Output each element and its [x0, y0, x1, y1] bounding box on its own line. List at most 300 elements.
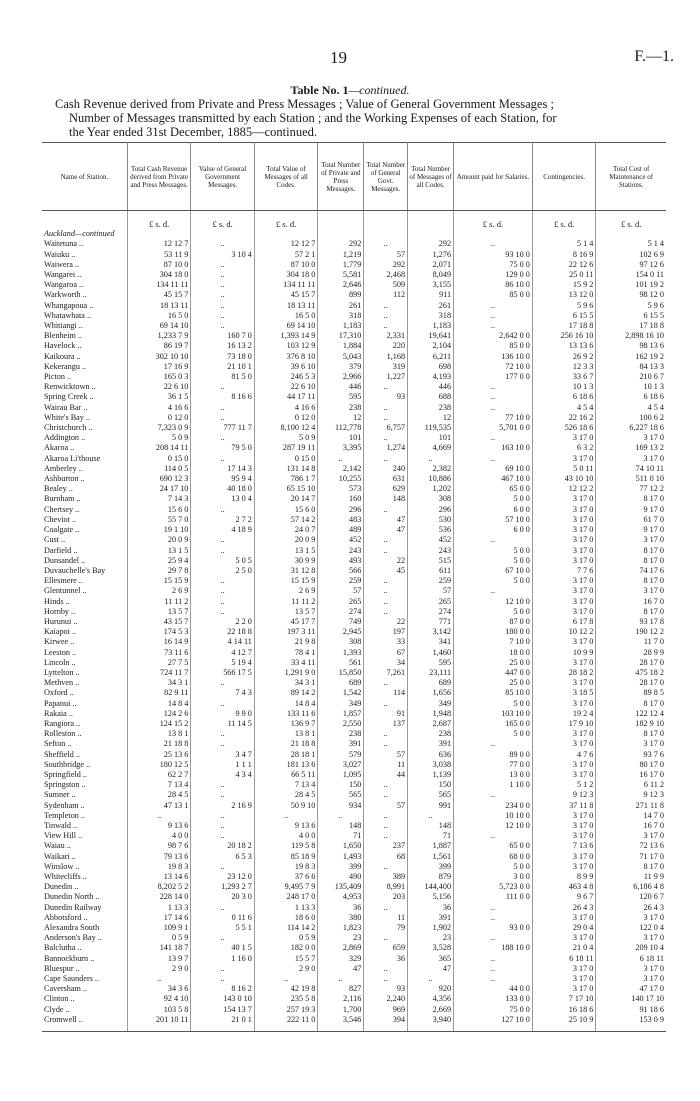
value-cell: [454, 229, 533, 239]
station-name-cell: White's Bay ..: [42, 413, 127, 423]
value-cell: 4 7 6: [532, 750, 595, 760]
value-cell: 689: [408, 678, 454, 688]
value-cell: 318: [318, 311, 364, 321]
value-cell: 4,669: [408, 443, 454, 453]
value-cell: 14 7 0: [643, 810, 664, 820]
station-name-cell: Winslow ..: [42, 862, 127, 872]
value-cell: 1,884: [318, 341, 364, 351]
value-cell: 97 12 6: [639, 259, 664, 269]
value-cell: 15 5 7: [254, 954, 317, 964]
value-cell: 18 13 11: [254, 301, 317, 311]
table-row: [42, 841, 666, 851]
value-cell: 67: [364, 648, 408, 658]
station-name-cell: Abbotsford ..: [42, 913, 127, 923]
value-cell: 47: [408, 964, 454, 974]
table-row: [42, 658, 666, 668]
station-name-cell: Dunsandel ..: [42, 556, 127, 566]
value-cell: 44 17 11: [254, 392, 317, 402]
value-cell: [191, 229, 254, 239]
value-cell: 12 10 0: [454, 821, 533, 831]
value-cell: 259: [408, 576, 454, 586]
value-cell: 103 5 8: [127, 1005, 190, 1015]
value-cell: 3 17 0: [643, 912, 664, 922]
value-cell: 19 8 3: [127, 862, 190, 872]
table-row: [42, 403, 666, 413]
value-cell: 22: [364, 617, 408, 627]
value-cell: [254, 229, 317, 239]
value-cell: ..: [454, 392, 533, 402]
value-cell: 304 18 0: [127, 270, 190, 280]
value-cell: 2,898 16 10: [625, 331, 664, 341]
value-cell: 27 7 5: [127, 658, 190, 668]
value-cell: 566 17 5: [191, 668, 254, 678]
value-cell: 22 12 6: [532, 260, 595, 270]
value-cell: 33: [364, 637, 408, 647]
station-name-cell: Springfield ..: [42, 770, 127, 780]
value-cell: 7,323 0 9: [127, 423, 190, 433]
value-cell: 2 6 9: [127, 586, 190, 596]
value-cell: 165 0 3: [127, 372, 190, 382]
value-cell: 573: [318, 484, 364, 494]
table-row: [42, 546, 666, 556]
value-cell: 11 7 0: [643, 637, 664, 647]
station-name-cell: Templeton ..: [42, 811, 127, 821]
value-cell: 169 13 2: [635, 443, 664, 453]
value-cell: 136 10 0: [454, 352, 533, 362]
value-cell: 160: [318, 494, 364, 504]
value-cell: 93 7 6: [643, 749, 664, 759]
value-cell: ..: [408, 974, 454, 984]
value-cell: 3,027: [318, 760, 364, 770]
value-cell: 5 1 4: [532, 239, 595, 249]
header-cell: Amount paid for Salaries.: [454, 143, 533, 211]
value-cell: ..: [191, 290, 254, 300]
value-cell: 0 5 9: [127, 933, 190, 943]
value-cell: 12 12 7: [127, 239, 190, 249]
value-cell: 446: [408, 382, 454, 392]
value-cell: 10,886: [408, 474, 454, 484]
value-cell: 4 3 4: [191, 770, 254, 780]
table-row: [42, 882, 666, 892]
value-cell: 271 11 8: [635, 800, 664, 810]
value-cell: 969: [364, 1005, 408, 1015]
value-cell: 8 17 0: [643, 698, 664, 708]
value-cell: ..: [454, 321, 533, 331]
caption-line-2: Number of Messages transmitted by each Station ; and the Working Expenses of each Station, for: [69, 111, 557, 125]
value-cell: 68 0 0: [454, 852, 533, 862]
value-cell: ..: [408, 811, 454, 821]
value-cell: 1,857: [318, 709, 364, 719]
table-row: [42, 484, 666, 494]
value-cell: 65 0 0: [454, 841, 533, 851]
value-cell: 47: [318, 964, 364, 974]
value-cell: 22 18 8: [191, 627, 254, 637]
value-cell: ..: [191, 586, 254, 596]
value-cell: [596, 229, 666, 239]
value-cell: 79 13 6: [127, 852, 190, 862]
header-cell: Total Cost of Maintenance of Stations.: [596, 143, 666, 211]
value-cell: 13 1 5: [127, 546, 190, 556]
table-row: [42, 301, 666, 311]
value-cell: 12: [408, 413, 454, 423]
value-cell: 394: [364, 1015, 408, 1025]
value-cell: 26 4 3: [643, 902, 664, 912]
table-title-label: Table No. 1: [290, 83, 349, 97]
value-cell: 122 12 4: [635, 708, 664, 718]
value-cell: 23: [408, 933, 454, 943]
table-row: [42, 974, 666, 984]
value-cell: 57: [364, 250, 408, 260]
value-cell: 203: [364, 892, 408, 902]
table-row: [42, 566, 666, 576]
value-cell: 16 13 2: [191, 341, 254, 351]
value-cell: 3 17 0: [532, 546, 595, 556]
unit-cell: £ s. d.: [191, 211, 254, 230]
station-name-cell: Lincoln ..: [42, 658, 127, 668]
station-name-cell: Glentunnel ..: [42, 586, 127, 596]
value-cell: 0 11 6: [191, 913, 254, 923]
value-cell: 103 10 0: [454, 709, 533, 719]
value-cell: 28 18 1: [254, 750, 317, 760]
value-cell: 93: [364, 392, 408, 402]
value-cell: 3,038: [408, 760, 454, 770]
value-cell: 4 16 6: [127, 403, 190, 413]
station-name-cell: Sheffield ..: [42, 750, 127, 760]
value-cell: 5,581: [318, 270, 364, 280]
unit-cell: [364, 211, 408, 230]
value-cell: 827: [318, 984, 364, 994]
value-cell: 21 10 1: [191, 362, 254, 372]
value-cell: 5 9 6: [647, 300, 664, 310]
value-cell: 148: [408, 821, 454, 831]
value-cell: 28 9 9: [643, 647, 664, 657]
value-cell: 9 12 3: [643, 790, 664, 800]
value-cell: 23: [318, 933, 364, 943]
header-cell: Total Cash Revenue derived from Private and Press Messages.: [127, 143, 190, 211]
value-cell: 26 9 2: [532, 352, 595, 362]
station-name-cell: Cust ..: [42, 535, 127, 545]
value-cell: 160 7 0: [191, 331, 254, 341]
value-cell: 1,779: [318, 260, 364, 270]
header-cell: Value of General Government Messages.: [191, 143, 254, 211]
table-row: [42, 780, 666, 790]
value-cell: 3 17 0: [532, 974, 595, 984]
value-cell: 3 0 0: [454, 872, 533, 882]
value-cell: 2 2 0: [191, 617, 254, 627]
value-cell: 238: [408, 403, 454, 413]
value-cell: 201 10 11: [127, 1015, 190, 1025]
value-cell: 6 17 8: [532, 617, 595, 627]
value-cell: 3 17 0: [532, 699, 595, 709]
station-name-cell: Ashburton ..: [42, 474, 127, 484]
rule-cell: [254, 1025, 317, 1032]
value-cell: 180 12 5: [127, 760, 190, 770]
value-cell: 318: [408, 311, 454, 321]
value-cell: 5 9 6: [532, 301, 595, 311]
table-body: [42, 211, 666, 1032]
table-row: [42, 984, 666, 994]
value-cell: 71: [318, 831, 364, 841]
value-cell: 135,409: [318, 882, 364, 892]
value-cell: 57 10 0: [454, 515, 533, 525]
value-cell: 16 7 0: [643, 596, 664, 606]
value-cell: 177 0 0: [454, 372, 533, 382]
table-row: [42, 270, 666, 280]
value-cell: 899: [318, 290, 364, 300]
value-cell: 9 9 0: [191, 709, 254, 719]
value-cell: 2,468: [364, 270, 408, 280]
table-row: [42, 382, 666, 392]
value-cell: 6 15 5: [643, 310, 664, 320]
station-name-cell: Cheviot ..: [42, 515, 127, 525]
rule-cell: [127, 1025, 190, 1032]
value-cell: ..: [454, 933, 533, 943]
value-cell: 526 18 6: [532, 423, 595, 433]
value-cell: 15 6 0: [254, 505, 317, 515]
value-cell: 15 9 2: [532, 280, 595, 290]
value-cell: 1,219: [318, 250, 364, 260]
value-cell: 17 16 9: [127, 362, 190, 372]
unit-cell: £ s. d.: [454, 211, 533, 230]
value-cell: 103 12 9: [254, 341, 317, 351]
value-cell: ..: [191, 301, 254, 311]
value-cell: 5 0 0: [454, 546, 533, 556]
value-cell: 163 10 0: [454, 443, 533, 453]
table-row: [42, 872, 666, 882]
table-row: [42, 903, 666, 913]
value-cell: 28 17 0: [639, 678, 664, 688]
value-cell: ..: [191, 811, 254, 821]
value-cell: 493: [318, 556, 364, 566]
value-cell: 79: [364, 923, 408, 933]
value-cell: 595: [318, 392, 364, 402]
value-cell: 119,535: [408, 423, 454, 433]
station-name-cell: Whitecliffs ..: [42, 872, 127, 882]
value-cell: 228 14 0: [127, 892, 190, 902]
value-cell: 47: [364, 515, 408, 525]
station-name-cell: Dunedin Railway: [42, 903, 127, 913]
value-cell: ..: [364, 413, 408, 423]
station-name-cell: Rolleston ..: [42, 729, 127, 739]
value-cell: 16 5 0: [254, 311, 317, 321]
value-cell: 210 6 7: [639, 372, 664, 382]
value-cell: ..: [364, 382, 408, 392]
value-cell: 7 14 3: [127, 494, 190, 504]
value-cell: 87 10 0: [127, 260, 190, 270]
value-cell: 40 1 5: [191, 943, 254, 953]
value-cell: 489: [318, 525, 364, 535]
value-cell: 181 13 6: [254, 760, 317, 770]
value-cell: 3 17 0: [532, 729, 595, 739]
table-row: [42, 443, 666, 453]
value-cell: 749: [318, 617, 364, 627]
table-row: [42, 1005, 666, 1015]
value-cell: 89 0 0: [454, 750, 533, 760]
value-cell: ..: [364, 597, 408, 607]
units-row: [42, 211, 666, 230]
value-cell: 467 10 0: [454, 474, 533, 484]
value-cell: 447 0 0: [454, 668, 533, 678]
value-cell: 4 0 0: [254, 831, 317, 841]
station-name-cell: Sefton ..: [42, 739, 127, 749]
value-cell: 1,460: [408, 648, 454, 658]
value-cell: 2,646: [318, 280, 364, 290]
value-cell: [364, 229, 408, 239]
station-name-cell: Whatawhata ..: [42, 311, 127, 321]
value-cell: 100 6 2: [639, 412, 664, 422]
value-cell: 12 12 7: [254, 239, 317, 249]
value-cell: 143 0 10: [191, 994, 254, 1004]
value-cell: 28 4 5: [127, 790, 190, 800]
value-cell: ..: [454, 790, 533, 800]
table-row: [42, 811, 666, 821]
value-cell: ..: [318, 974, 364, 984]
value-cell: ..: [364, 780, 408, 790]
value-cell: 1 10 0: [454, 780, 533, 790]
value-cell: 3 17 0: [532, 831, 595, 841]
value-cell: 256 16 10: [532, 331, 595, 341]
value-cell: ..: [454, 913, 533, 923]
value-cell: 10 1 3: [532, 382, 595, 392]
value-cell: 22 6 10: [254, 382, 317, 392]
value-cell: 50 9 10: [254, 801, 317, 811]
table-row: [42, 668, 666, 678]
rule-cell: [408, 1025, 454, 1032]
value-cell: ..: [191, 729, 254, 739]
value-cell: 3 17 0: [532, 933, 595, 943]
value-cell: 73 18 0: [191, 352, 254, 362]
value-cell: ..: [191, 270, 254, 280]
value-cell: 19,641: [408, 331, 454, 341]
value-cell: 120 6 7: [639, 892, 664, 902]
rule-cell: [318, 1025, 364, 1032]
value-cell: 0 12 0: [127, 413, 190, 423]
value-cell: 991: [408, 801, 454, 811]
value-cell: 463 4 8: [532, 882, 595, 892]
header-cell: Contingencies.: [532, 143, 595, 211]
value-cell: 257 19 3: [254, 1005, 317, 1015]
value-cell: 33 4 11: [254, 658, 317, 668]
value-cell: ..: [454, 535, 533, 545]
value-cell: 274: [408, 607, 454, 617]
value-cell: 72 10 0: [454, 362, 533, 372]
value-cell: 150: [408, 780, 454, 790]
value-cell: 7 7 6: [532, 566, 595, 576]
table-row: [42, 464, 666, 474]
value-cell: 3 17 0: [532, 454, 595, 464]
value-cell: 93 10 0: [454, 250, 533, 260]
value-cell: 0 5 9: [254, 933, 317, 943]
value-cell: 7 13 4: [254, 780, 317, 790]
value-cell: 8,100 12 4: [254, 423, 317, 433]
value-cell: 9,495 7 9: [254, 882, 317, 892]
value-cell: 11 11 2: [254, 597, 317, 607]
value-cell: 8 17 0: [643, 494, 664, 504]
value-cell: 8 17 0: [643, 861, 664, 871]
value-cell: 292: [364, 260, 408, 270]
value-cell: 6 15 5: [532, 311, 595, 321]
table-bottom-rule: [42, 1025, 666, 1032]
station-name-cell: Ellesmere ..: [42, 576, 127, 586]
value-cell: 2,240: [364, 994, 408, 1004]
value-cell: 911: [408, 290, 454, 300]
value-cell: 57 14 2: [254, 515, 317, 525]
value-cell: ..: [454, 964, 533, 974]
value-cell: 3 17 0: [532, 770, 595, 780]
value-cell: 30 9 9: [254, 556, 317, 566]
value-cell: ..: [454, 974, 533, 984]
value-cell: 17 18 8: [639, 321, 664, 331]
value-cell: 133 0 0: [454, 994, 533, 1004]
value-cell: 0 12 0: [254, 413, 317, 423]
table-row: [42, 331, 666, 341]
value-cell: 91: [364, 709, 408, 719]
value-cell: 57: [408, 586, 454, 596]
value-cell: 3 17 0: [532, 821, 595, 831]
value-cell: 4 16 6: [254, 403, 317, 413]
value-cell: 399: [318, 862, 364, 872]
station-name-cell: Picton ..: [42, 372, 127, 382]
value-cell: 319: [364, 362, 408, 372]
value-cell: 1,291 9 0: [254, 668, 317, 678]
value-cell: 3,546: [318, 1015, 364, 1025]
station-name-cell: Clinton ..: [42, 994, 127, 1004]
value-cell: 101: [318, 433, 364, 443]
unit-cell: £ s. d.: [254, 211, 317, 230]
value-cell: 2,869: [318, 943, 364, 953]
value-cell: ..: [191, 739, 254, 749]
value-cell: 3,940: [408, 1015, 454, 1025]
value-cell: 304 18 0: [254, 270, 317, 280]
value-cell: 45 15 7: [254, 290, 317, 300]
table-row: [42, 423, 666, 433]
value-cell: 11 14 5: [191, 719, 254, 729]
value-cell: 1,393: [318, 648, 364, 658]
value-cell: 182 0 0: [254, 943, 317, 953]
value-cell: 341: [408, 637, 454, 647]
table-row: [42, 831, 666, 841]
header-cell: Total Value of Messages of all Codes.: [254, 143, 317, 211]
value-cell: 18 13 11: [127, 301, 190, 311]
value-cell: 2 5 0: [191, 566, 254, 576]
station-name-cell: Waiwera ..: [42, 260, 127, 270]
value-cell: ..: [364, 505, 408, 515]
station-name-cell: Chertsey ..: [42, 505, 127, 515]
table-row: [42, 627, 666, 637]
value-cell: 636: [408, 750, 454, 760]
value-cell: 2,669: [408, 1005, 454, 1015]
value-cell: 287 19 11: [254, 443, 317, 453]
station-name-cell: Dunedin North ..: [42, 892, 127, 902]
value-cell: 6 18 6: [643, 392, 664, 402]
unit-cell: £ s. d.: [532, 211, 595, 230]
value-cell: 13 13 6: [532, 341, 595, 351]
value-cell: 3 10 4: [191, 250, 254, 260]
value-cell: 114 0 5: [127, 464, 190, 474]
value-cell: 483: [318, 515, 364, 525]
table-row: [42, 729, 666, 739]
value-cell: 21 18 8: [127, 739, 190, 749]
value-cell: 3 17 0: [532, 760, 595, 770]
value-cell: 36: [318, 903, 364, 913]
value-cell: 2 9 0: [127, 964, 190, 974]
value-cell: 98 13 6: [639, 341, 664, 351]
value-cell: 111 0 0: [454, 892, 533, 902]
table-row: [42, 923, 666, 933]
value-cell: 131 14 8: [254, 464, 317, 474]
value-cell: 5 0 0: [454, 556, 533, 566]
value-cell: 690 12 3: [127, 474, 190, 484]
